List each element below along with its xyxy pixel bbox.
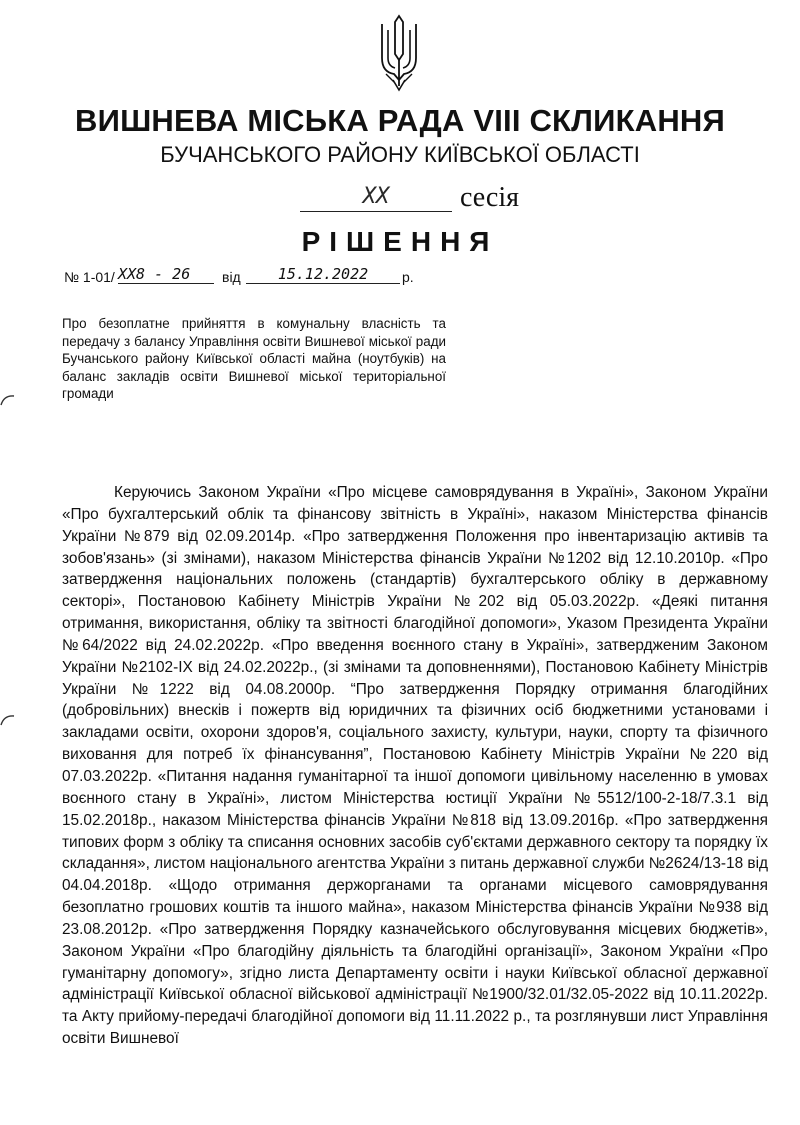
decision-body	[62, 482, 768, 1050]
document-type-title: РІШЕННЯ	[301, 226, 499, 257]
number-prefix: № 1-01/	[64, 269, 115, 285]
decision-number: XX8 - 26	[118, 265, 214, 284]
session-number: XX	[300, 183, 452, 212]
body-paragraph: Керуючись Законом України «Про місцеве самоврядування в Україні», Законом України «Про бухгалтерський облік та фінансову звітність в Україні», наказом Міністерства фінансів України №879 від 02.09.2014р. «Про затвердження Положення про інвентаризацію активів та зобов'язань» (зі змінами), наказом Міністерства фінансів України №1202 від 12.10.2010р. «Про затвердження національних положень (стандартів) бухгалтерського обліку в державному секторі», Постановою Кабінету Міністрів України №202 від 05.03.2022р. «Деякі питання отримання, використання, обліку та звітності благодійної допомоги», Указом Президента України №64/2022 від 24.02.2022р. «Про введення воєнного стану в Україні», затвердженим Законом України №2102-ІХ від 24.02.2022р., (зі змінами та доповненнями), Постановою Кабінету Міністрів України №1222 від 04.08.2000р. “Про затвердження Порядку отримання благодійних (добровільних) внесків і пожертв від юридичних та фізичних осіб бюджетними установами і закладами освіти, охорони здоров'я, соціального захисту, культури, науки, спорту та фізичного виховання для потреб їх фінансування”, Постановою Кабінету Міністрів України №220 від 07.03.2022р. «Питання надання гуманітарної та іншої допомоги цивільному населенню в умовах воєнного стану в Україні», листом Міністерства юстиції України №5512/100-2-18/7.3.1 від 15.02.2018р., наказом Міністерства фінансів України №818 від 13.09.2016р. «Про затвердження типових форм з обліку та списання основних засобів суб'єктами державного сектору та порядку їх складання», листом національного агентства України з питань державної служби №2624/13-18 від 04.04.2018р. «Щодо отримання держорганами та органами місцевого самоврядування безоплатно грошових коштів та іншого майна», наказом Міністерства фінансів України №938 від 23.08.2012р. «Про затвердження Порядку казначейського обслуговування місцевих бюджетів», Законом України «Про благодійну діяльність та благодійні організації», Законом України «Про гуманітарну допомогу», згідно листа Департаменту освіти і науки Київської обласної державної адміністрації Київської обласної військової адміністрації №1900/32.01/32.05-2022 від 10.11.2022р. та Акту прийому-передачі благодійної допомоги від 11.11.2022 р., та розглянувши лист Управління освіти Вишневої	[62, 484, 768, 1048]
binder-hole-mark-icon	[0, 393, 16, 407]
session-label: сесія	[460, 182, 519, 213]
decision-subject: Про безоплатне прийняття в комунальну власність та передачу з балансу Управління освіти Вишневої міської ради Бучанського району Київської області майна (ноутбуків) на баланс закладів освіти Вишневої міської територіальної громади	[62, 316, 446, 401]
district-line: БУЧАНСЬКОГО РАЙОНУ КИЇВСЬКОЇ ОБЛАСТІ	[160, 142, 640, 167]
decision-date: 15.12.2022	[246, 265, 400, 284]
date-from-label: від	[222, 269, 241, 285]
council-title: ВИШНЕВА МІСЬКА РАДА VIII СКЛИКАННЯ	[75, 103, 725, 138]
binder-hole-mark-icon	[0, 713, 16, 727]
trident-emblem-icon	[374, 14, 424, 94]
date-suffix: р.	[402, 269, 414, 285]
